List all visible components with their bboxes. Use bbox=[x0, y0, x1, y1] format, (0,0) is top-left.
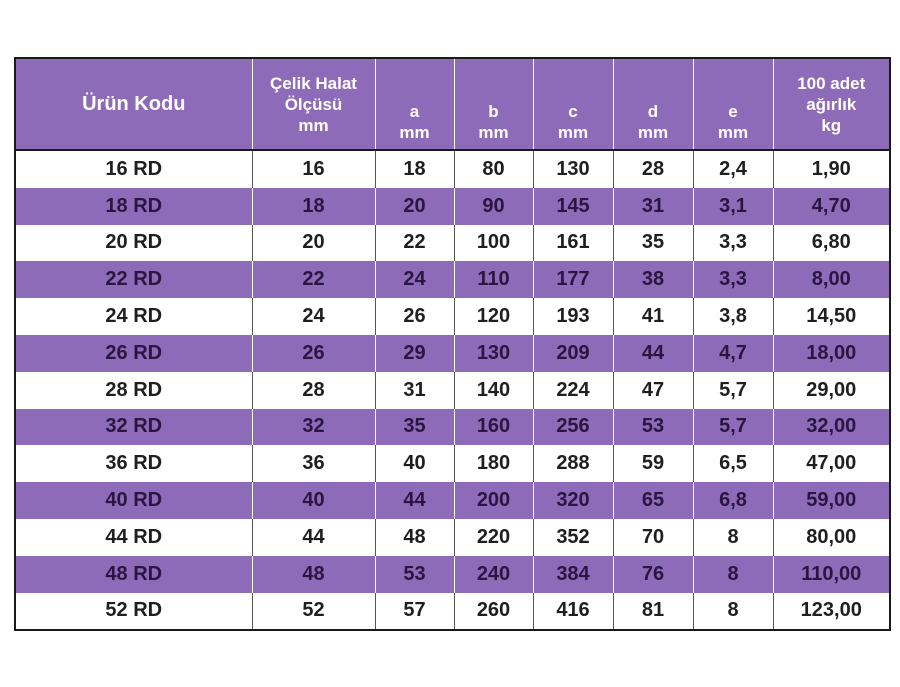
cell-d: 47 bbox=[613, 372, 693, 409]
header-text-line: 100 adet bbox=[797, 73, 866, 93]
table-row bbox=[15, 519, 890, 556]
cell-wire-rope-size: 26 bbox=[252, 335, 375, 372]
cell-a: 40 bbox=[375, 445, 454, 482]
cell-b: 130 bbox=[454, 335, 533, 372]
header-text-line: Ürün Kodu bbox=[82, 92, 186, 115]
cell-d: 81 bbox=[613, 593, 693, 631]
cell-d: 28 bbox=[613, 150, 693, 188]
cell-product-code: 26 RD bbox=[15, 335, 252, 372]
cell-b: 140 bbox=[454, 372, 533, 409]
cell-e: 8 bbox=[693, 593, 773, 631]
header-product-code bbox=[15, 58, 252, 150]
header-text-line: kg bbox=[821, 115, 842, 135]
cell-wire-rope-size: 32 bbox=[252, 409, 375, 446]
header-c bbox=[533, 58, 613, 150]
cell-d: 31 bbox=[613, 188, 693, 225]
cell-product-code: 18 RD bbox=[15, 188, 252, 225]
cell-a: 53 bbox=[375, 556, 454, 593]
cell-a: 48 bbox=[375, 519, 454, 556]
table-row bbox=[15, 261, 890, 298]
cell-a: 22 bbox=[375, 225, 454, 262]
table-row bbox=[15, 335, 890, 372]
cell-product-code: 22 RD bbox=[15, 261, 252, 298]
cell-a: 31 bbox=[375, 372, 454, 409]
cell-e: 4,7 bbox=[693, 335, 773, 372]
cell-c: 384 bbox=[533, 556, 613, 593]
header-text-line: e bbox=[728, 102, 738, 121]
cell-b: 260 bbox=[454, 593, 533, 631]
cell-a: 44 bbox=[375, 482, 454, 519]
cell-weight: 110,00 bbox=[773, 556, 890, 593]
header-text-line: b bbox=[488, 102, 499, 121]
cell-product-code: 48 RD bbox=[15, 556, 252, 593]
header-text-line: d bbox=[647, 102, 659, 121]
cell-b: 220 bbox=[454, 519, 533, 556]
cell-e: 2,4 bbox=[693, 150, 773, 188]
cell-wire-rope-size: 36 bbox=[252, 445, 375, 482]
table-row bbox=[15, 150, 890, 188]
cell-a: 24 bbox=[375, 261, 454, 298]
cell-c: 416 bbox=[533, 593, 613, 631]
cell-wire-rope-size: 18 bbox=[252, 188, 375, 225]
cell-b: 160 bbox=[454, 409, 533, 446]
table-header bbox=[15, 58, 890, 150]
cell-weight: 47,00 bbox=[773, 445, 890, 482]
cell-product-code: 40 RD bbox=[15, 482, 252, 519]
cell-wire-rope-size: 22 bbox=[252, 261, 375, 298]
cell-weight: 80,00 bbox=[773, 519, 890, 556]
cell-d: 44 bbox=[613, 335, 693, 372]
cell-e: 8 bbox=[693, 519, 773, 556]
cell-weight: 1,90 bbox=[773, 150, 890, 188]
header-weight-per-100 bbox=[773, 58, 890, 150]
cell-weight: 32,00 bbox=[773, 409, 890, 446]
header-b bbox=[454, 58, 533, 150]
cell-weight: 4,70 bbox=[773, 188, 890, 225]
header-wire-rope-size bbox=[252, 58, 375, 150]
cell-weight: 14,50 bbox=[773, 298, 890, 335]
cell-b: 200 bbox=[454, 482, 533, 519]
cell-weight: 123,00 bbox=[773, 593, 890, 631]
cell-product-code: 24 RD bbox=[15, 298, 252, 335]
cell-a: 35 bbox=[375, 409, 454, 446]
cell-wire-rope-size: 16 bbox=[252, 150, 375, 188]
table-row bbox=[15, 593, 890, 631]
cell-b: 120 bbox=[454, 298, 533, 335]
cell-product-code: 16 RD bbox=[15, 150, 252, 188]
product-spec-table bbox=[14, 57, 891, 631]
cell-a: 26 bbox=[375, 298, 454, 335]
cell-wire-rope-size: 28 bbox=[252, 372, 375, 409]
cell-b: 90 bbox=[454, 188, 533, 225]
header-text-line: mm bbox=[298, 115, 329, 135]
cell-product-code: 20 RD bbox=[15, 225, 252, 262]
header-text-line: mm bbox=[637, 123, 669, 142]
cell-c: 224 bbox=[533, 372, 613, 409]
product-spec-table-container bbox=[14, 57, 889, 631]
cell-e: 3,3 bbox=[693, 261, 773, 298]
header-text-line: mm bbox=[717, 123, 749, 142]
cell-weight: 18,00 bbox=[773, 335, 890, 372]
cell-c: 130 bbox=[533, 150, 613, 188]
header-e bbox=[693, 58, 773, 150]
header-row bbox=[15, 58, 890, 150]
header-text-line: a bbox=[409, 102, 420, 121]
cell-c: 145 bbox=[533, 188, 613, 225]
table-row bbox=[15, 372, 890, 409]
cell-weight: 29,00 bbox=[773, 372, 890, 409]
cell-b: 80 bbox=[454, 150, 533, 188]
cell-e: 8 bbox=[693, 556, 773, 593]
header-text-line: mm bbox=[557, 123, 589, 142]
cell-wire-rope-size: 44 bbox=[252, 519, 375, 556]
cell-d: 35 bbox=[613, 225, 693, 262]
cell-e: 6,8 bbox=[693, 482, 773, 519]
cell-c: 193 bbox=[533, 298, 613, 335]
header-text-line: ağırlık bbox=[806, 94, 857, 114]
cell-a: 29 bbox=[375, 335, 454, 372]
cell-b: 100 bbox=[454, 225, 533, 262]
table-row bbox=[15, 188, 890, 225]
cell-c: 320 bbox=[533, 482, 613, 519]
cell-b: 110 bbox=[454, 261, 533, 298]
cell-product-code: 52 RD bbox=[15, 593, 252, 631]
cell-product-code: 36 RD bbox=[15, 445, 252, 482]
table-row bbox=[15, 298, 890, 335]
cell-a: 20 bbox=[375, 188, 454, 225]
cell-d: 76 bbox=[613, 556, 693, 593]
table-row bbox=[15, 556, 890, 593]
header-text-line: mm bbox=[478, 123, 509, 142]
header-text-line: Çelik Halat bbox=[270, 73, 357, 93]
cell-d: 38 bbox=[613, 261, 693, 298]
header-text-line: Ölçüsü bbox=[284, 94, 343, 114]
cell-weight: 6,80 bbox=[773, 225, 890, 262]
cell-wire-rope-size: 20 bbox=[252, 225, 375, 262]
cell-a: 18 bbox=[375, 150, 454, 188]
cell-c: 256 bbox=[533, 409, 613, 446]
cell-c: 177 bbox=[533, 261, 613, 298]
cell-wire-rope-size: 24 bbox=[252, 298, 375, 335]
cell-c: 209 bbox=[533, 335, 613, 372]
cell-e: 6,5 bbox=[693, 445, 773, 482]
cell-b: 180 bbox=[454, 445, 533, 482]
cell-weight: 59,00 bbox=[773, 482, 890, 519]
cell-b: 240 bbox=[454, 556, 533, 593]
header-a bbox=[375, 58, 454, 150]
table-row bbox=[15, 445, 890, 482]
cell-e: 3,8 bbox=[693, 298, 773, 335]
cell-d: 65 bbox=[613, 482, 693, 519]
table-row bbox=[15, 482, 890, 519]
header-d bbox=[613, 58, 693, 150]
cell-e: 5,7 bbox=[693, 372, 773, 409]
cell-wire-rope-size: 52 bbox=[252, 593, 375, 631]
cell-wire-rope-size: 48 bbox=[252, 556, 375, 593]
cell-d: 41 bbox=[613, 298, 693, 335]
cell-c: 352 bbox=[533, 519, 613, 556]
cell-wire-rope-size: 40 bbox=[252, 482, 375, 519]
header-text-line: c bbox=[568, 102, 578, 121]
table-body bbox=[15, 150, 890, 630]
cell-product-code: 44 RD bbox=[15, 519, 252, 556]
cell-d: 59 bbox=[613, 445, 693, 482]
table-row bbox=[15, 409, 890, 446]
cell-d: 70 bbox=[613, 519, 693, 556]
cell-e: 5,7 bbox=[693, 409, 773, 446]
cell-d: 53 bbox=[613, 409, 693, 446]
header-text-line: mm bbox=[399, 123, 430, 142]
cell-product-code: 28 RD bbox=[15, 372, 252, 409]
cell-a: 57 bbox=[375, 593, 454, 631]
cell-e: 3,3 bbox=[693, 225, 773, 262]
cell-c: 161 bbox=[533, 225, 613, 262]
cell-weight: 8,00 bbox=[773, 261, 890, 298]
cell-e: 3,1 bbox=[693, 188, 773, 225]
cell-product-code: 32 RD bbox=[15, 409, 252, 446]
cell-c: 288 bbox=[533, 445, 613, 482]
table-row bbox=[15, 225, 890, 262]
